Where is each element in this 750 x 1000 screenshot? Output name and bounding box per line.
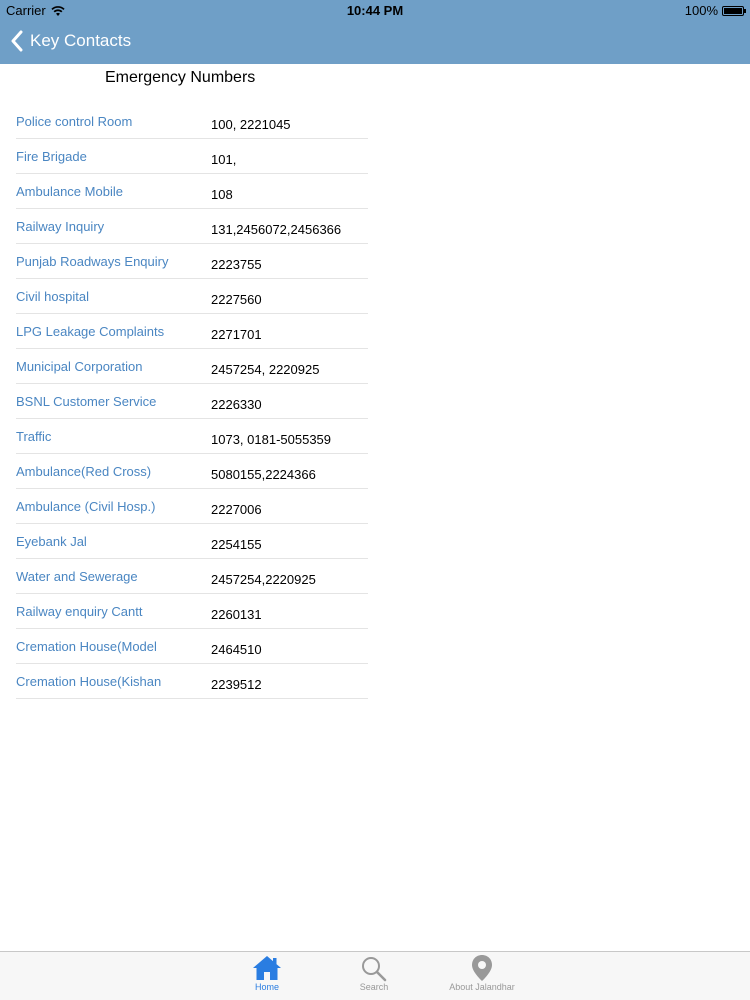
status-time: 10:44 PM bbox=[346, 3, 404, 18]
navigation-bar bbox=[0, 20, 750, 64]
tab-search-label: Search bbox=[359, 982, 389, 992]
home-icon bbox=[251, 954, 283, 982]
contact-name: Punjab Roadways Enquiry bbox=[16, 254, 169, 269]
tab-about[interactable] bbox=[437, 954, 527, 992]
contact-list bbox=[16, 104, 368, 699]
battery-icon bbox=[722, 6, 744, 16]
contact-name: Police control Room bbox=[16, 114, 133, 129]
tab-home-label: Home bbox=[254, 982, 279, 992]
contact-number[interactable]: 2464510 bbox=[211, 642, 262, 657]
contact-name: LPG Leakage Complaints bbox=[16, 324, 165, 339]
contact-row[interactable] bbox=[16, 279, 368, 314]
battery-info bbox=[685, 3, 744, 18]
contact-name: Ambulance (Civil Hosp.) bbox=[16, 499, 156, 514]
contact-row[interactable] bbox=[16, 629, 368, 664]
contact-number[interactable]: 2271701 bbox=[211, 327, 262, 342]
contact-number[interactable]: 108 bbox=[211, 187, 233, 202]
contact-number[interactable]: 2227006 bbox=[211, 502, 262, 517]
contact-number[interactable]: 101, bbox=[211, 152, 237, 167]
contact-number[interactable]: 2223755 bbox=[211, 257, 262, 272]
contact-number[interactable]: 100, 2221045 bbox=[211, 117, 291, 132]
contact-row[interactable] bbox=[16, 174, 368, 209]
map-pin-icon bbox=[466, 954, 498, 982]
contact-row[interactable] bbox=[16, 664, 368, 699]
search-icon bbox=[358, 954, 390, 982]
contact-name: Railway Inquiry bbox=[16, 219, 105, 234]
back-label: Key Contacts bbox=[30, 31, 132, 50]
contact-row[interactable] bbox=[16, 489, 368, 524]
contact-name: Cremation House(Kishan bbox=[16, 674, 162, 689]
contact-number[interactable]: 2227560 bbox=[211, 292, 262, 307]
battery-percent: 100% bbox=[684, 3, 718, 18]
contact-number[interactable]: 5080155,2224366 bbox=[211, 467, 316, 482]
contact-row[interactable] bbox=[16, 454, 368, 489]
section-title: Emergency Numbers bbox=[105, 69, 256, 86]
contact-number[interactable]: 1073, 0181-5055359 bbox=[211, 432, 332, 447]
contact-number[interactable]: 2239512 bbox=[211, 677, 262, 692]
tab-search[interactable] bbox=[329, 954, 419, 992]
tab-home[interactable] bbox=[222, 954, 312, 992]
carrier-label: Carrier bbox=[6, 3, 46, 18]
contact-number[interactable]: 2260131 bbox=[211, 607, 262, 622]
contact-name: Municipal Corporation bbox=[16, 359, 143, 374]
contact-number[interactable]: 2457254, 2220925 bbox=[211, 362, 320, 377]
tab-bar bbox=[0, 951, 750, 1000]
contact-name: Water and Sewerage bbox=[16, 569, 138, 584]
contact-row[interactable] bbox=[16, 244, 368, 279]
contact-name: Railway enquiry Cantt bbox=[16, 604, 143, 619]
contact-row[interactable] bbox=[16, 139, 368, 174]
contact-name: BSNL Customer Service bbox=[16, 394, 157, 409]
contact-row[interactable] bbox=[16, 349, 368, 384]
contact-row[interactable] bbox=[16, 419, 368, 454]
chevron-left-icon bbox=[10, 30, 24, 52]
back-button[interactable] bbox=[10, 30, 131, 52]
contact-name: Cremation House(Model bbox=[16, 639, 157, 654]
contact-row[interactable] bbox=[16, 104, 368, 139]
contact-row[interactable] bbox=[16, 314, 368, 349]
contact-row[interactable] bbox=[16, 594, 368, 629]
contact-number[interactable]: 2226330 bbox=[211, 397, 262, 412]
contact-number[interactable]: 131,2456072,2456366 bbox=[211, 222, 342, 237]
contact-number[interactable]: 2254155 bbox=[211, 537, 262, 552]
contact-row[interactable] bbox=[16, 559, 368, 594]
contact-number[interactable]: 2457254,2220925 bbox=[211, 572, 316, 587]
contact-row[interactable] bbox=[16, 524, 368, 559]
contact-row[interactable] bbox=[16, 209, 368, 244]
tab-about-label: About Jalandhar bbox=[449, 982, 515, 992]
contact-name: Civil hospital bbox=[16, 289, 89, 304]
contact-name: Ambulance(Red Cross) bbox=[16, 464, 152, 479]
contact-row[interactable] bbox=[16, 384, 368, 419]
contact-name: Traffic bbox=[16, 429, 52, 444]
contact-name: Fire Brigade bbox=[16, 149, 87, 164]
contact-name: Ambulance Mobile bbox=[16, 184, 123, 199]
contact-name: Eyebank Jal bbox=[16, 534, 87, 549]
status-bar bbox=[0, 0, 750, 20]
